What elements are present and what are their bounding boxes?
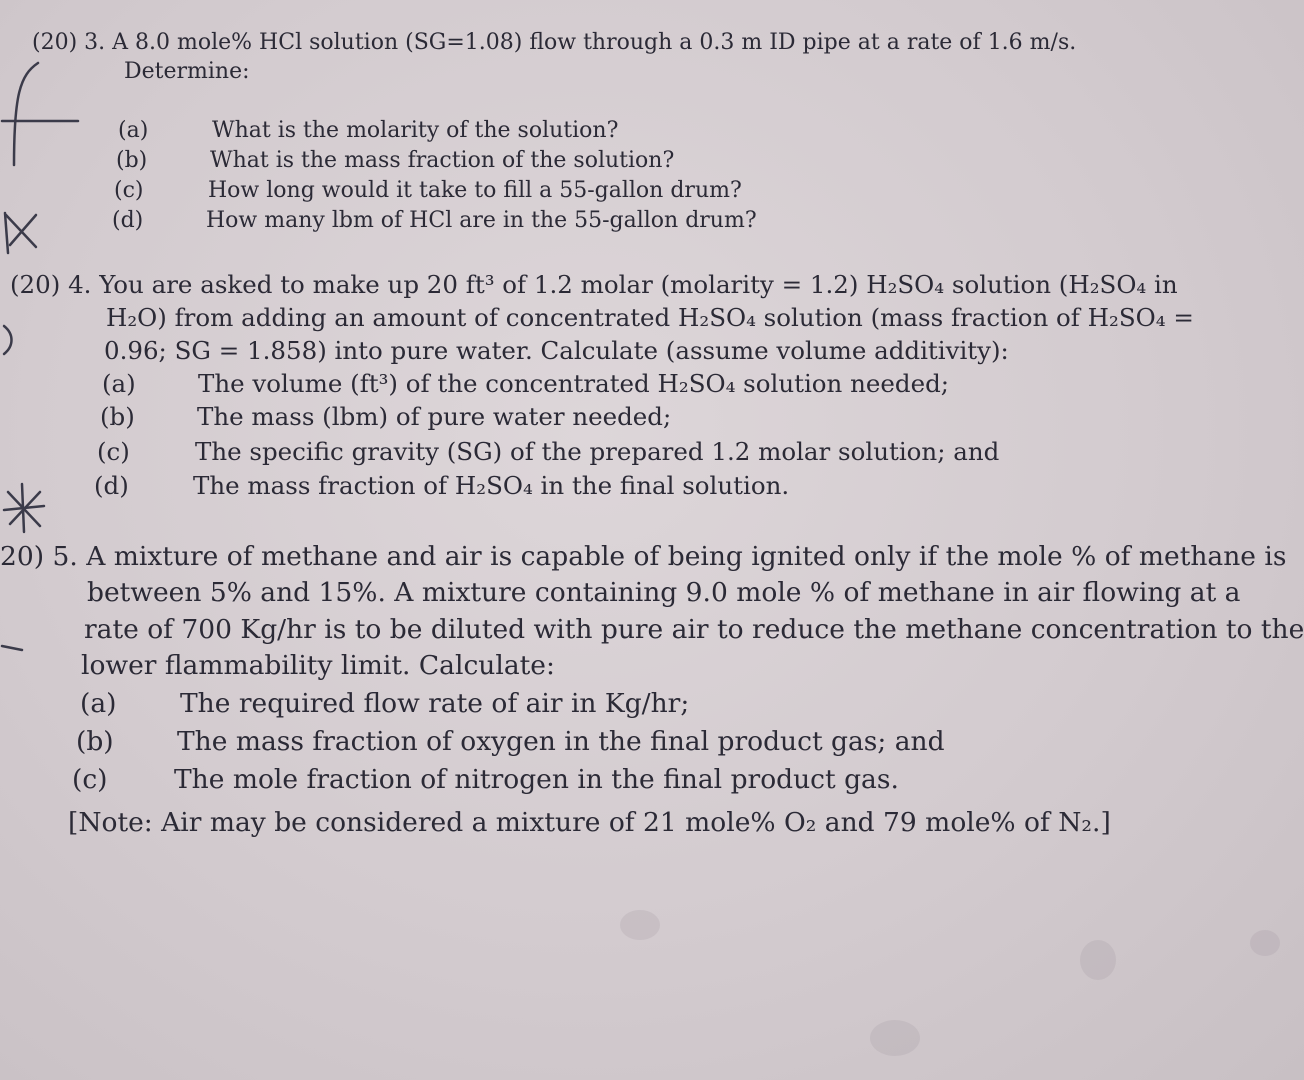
- item-text: The mass fraction of oxygen in the final product gas; and: [177, 726, 945, 757]
- pen-mark-paren: [0, 322, 20, 358]
- item-label: (b): [116, 148, 148, 173]
- question-4-line-2: H₂O) from adding an amount of concentrated H₂SO₄ solution (mass fraction of H₂SO₄ =: [106, 303, 1194, 332]
- paper-smudge: [1250, 930, 1280, 956]
- item-label: (c): [97, 437, 130, 466]
- question-5-line-2: between 5% and 15%. A mixture containing 9.0 mole % of methane in air flowing at a: [87, 577, 1241, 608]
- pen-mark-star: [0, 480, 50, 540]
- pen-mark-dash: [0, 640, 30, 656]
- question-5-header: 20) 5. A mixture of methane and air is capable of being ignited only if the mole % of methane is: [0, 541, 1287, 572]
- item-label: (b): [100, 402, 135, 431]
- item-label: (a): [118, 118, 149, 143]
- item-text: How many lbm of HCl are in the 55-gallon drum?: [206, 208, 757, 233]
- question-5-note: [Note: Air may be considered a mixture of 21 mole% O₂ and 79 mole% of N₂.]: [68, 807, 1111, 838]
- paper-smudge: [620, 910, 660, 940]
- item-text: The mass fraction of H₂SO₄ in the final solution.: [193, 471, 790, 500]
- pen-mark-bracket: [0, 55, 90, 175]
- question-4-header: (20) 4. You are asked to make up 20 ft³ of 1.2 molar (molarity = 1.2) H₂SO₄ solution (H₂SO₄ in: [10, 270, 1178, 299]
- item-label: (a): [80, 688, 117, 719]
- item-label: (c): [114, 178, 144, 203]
- pen-mark-x: [0, 205, 45, 260]
- item-label: (d): [112, 208, 144, 233]
- paper-smudge: [1080, 940, 1116, 980]
- item-label: (a): [102, 369, 136, 398]
- item-text: How long would it take to fill a 55-gallon drum?: [208, 178, 742, 203]
- item-label: (d): [94, 471, 129, 500]
- item-text: The mass (lbm) of pure water needed;: [197, 402, 672, 431]
- item-text: What is the molarity of the solution?: [212, 118, 619, 143]
- item-text: The specific gravity (SG) of the prepared 1.2 molar solution; and: [195, 437, 1000, 466]
- item-text: The mole fraction of nitrogen in the final product gas.: [174, 764, 899, 795]
- item-text: The volume (ft³) of the concentrated H₂SO₄ solution needed;: [198, 369, 950, 398]
- question-3-determine: Determine:: [124, 59, 250, 84]
- item-text: The required flow rate of air in Kg/hr;: [180, 688, 690, 719]
- question-3-header: (20) 3. A 8.0 mole% HCl solution (SG=1.08) flow through a 0.3 m ID pipe at a rate of 1.6 m/s.: [32, 30, 1077, 55]
- question-5-line-3: rate of 700 Kg/hr is to be diluted with pure air to reduce the methane concentration to the: [84, 614, 1304, 645]
- question-4-line-3: 0.96; SG = 1.858) into pure water. Calculate (assume volume additivity):: [104, 336, 1009, 365]
- question-5-line-4: lower flammability limit. Calculate:: [81, 650, 555, 681]
- item-text: What is the mass fraction of the solution?: [210, 148, 675, 173]
- item-label: (c): [72, 764, 108, 795]
- item-label: (b): [76, 726, 114, 757]
- paper-smudge: [870, 1020, 920, 1056]
